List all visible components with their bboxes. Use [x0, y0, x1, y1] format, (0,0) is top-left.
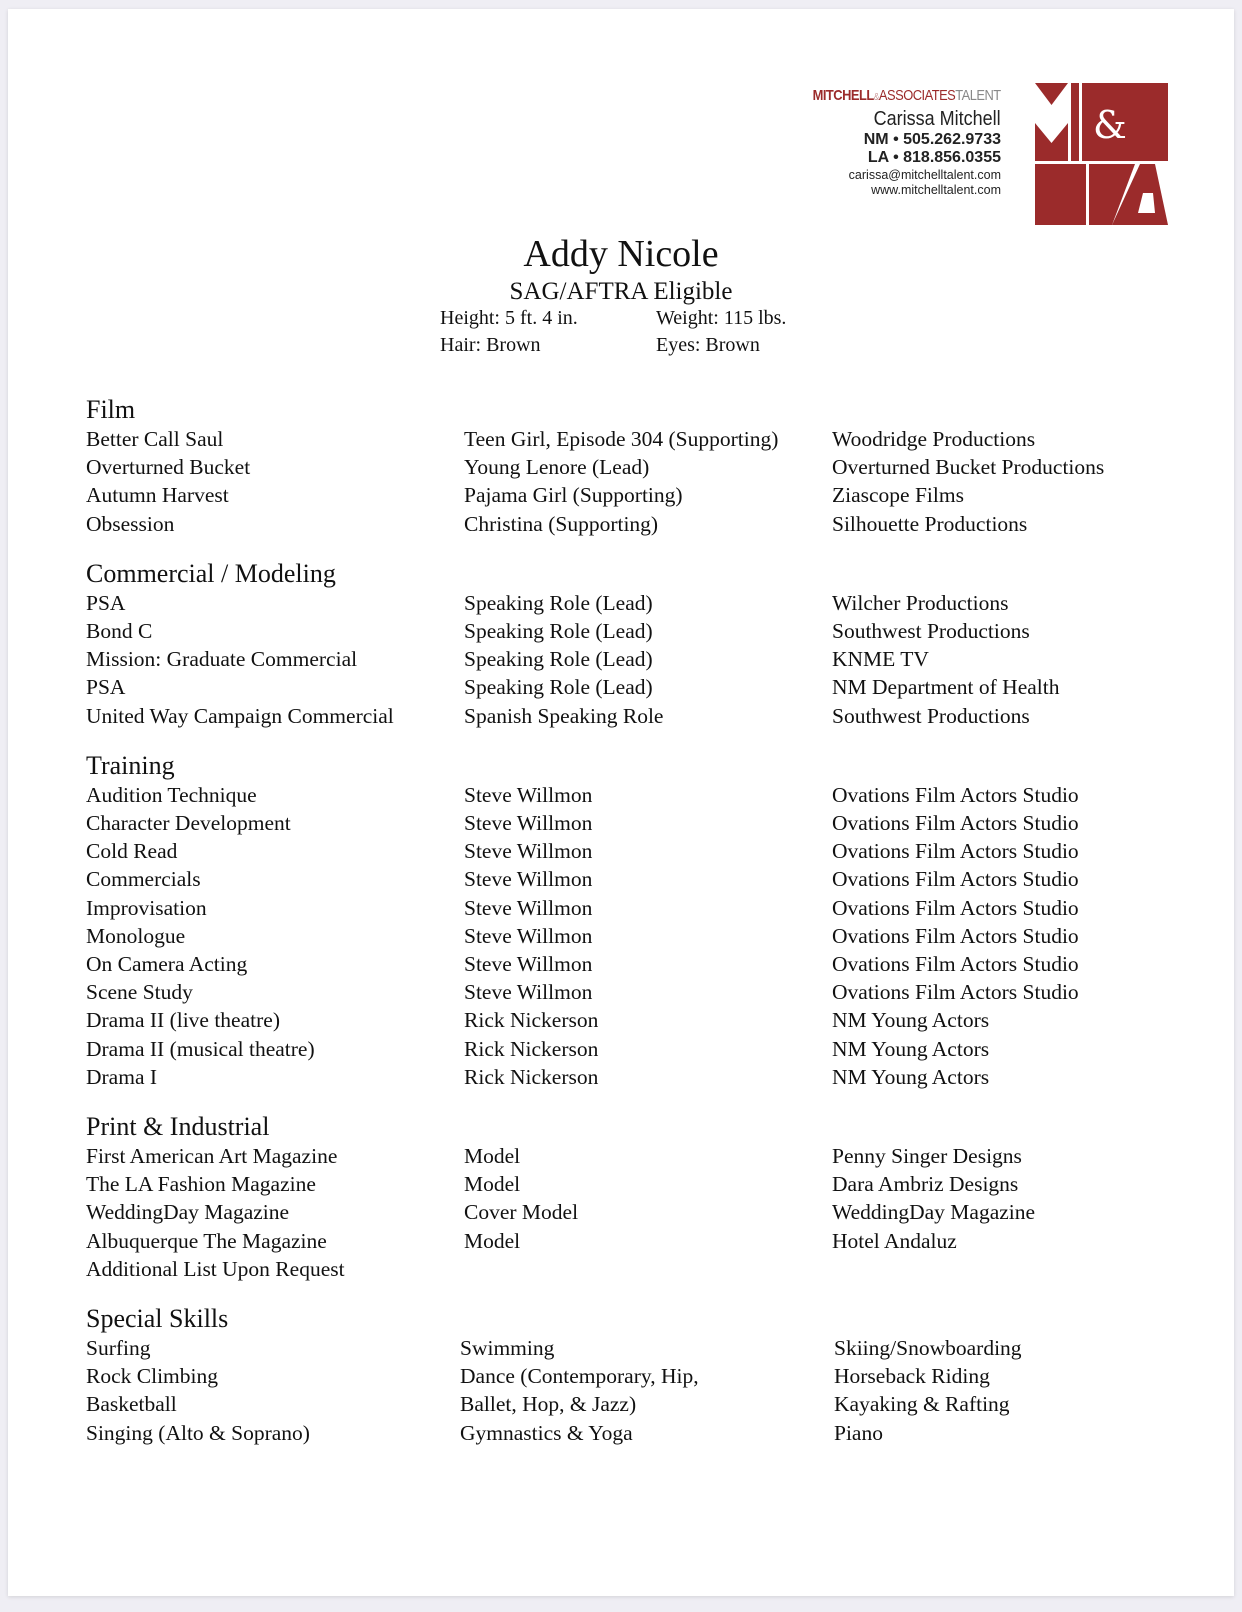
training-instructor: Steve Willmon [464, 980, 593, 1005]
credit-role: Speaking Role (Lead) [464, 675, 653, 700]
agency-brand [813, 88, 1001, 105]
eyes-stat: Eyes: Brown [656, 334, 760, 356]
skill-item: Kayaking & Rafting [834, 1392, 1010, 1417]
credit-row [86, 453, 1206, 481]
section-title: Special Skills [86, 1304, 229, 1334]
credit-row [86, 673, 1206, 701]
skill-item: Piano [834, 1420, 883, 1445]
agency-contact-block [782, 88, 1001, 196]
training-instructor: Rick Nickerson [464, 1008, 599, 1033]
credit-company: Hotel Andaluz [832, 1228, 957, 1253]
training-course: On Camera Acting [86, 952, 248, 977]
skill-item: Rock Climbing [86, 1364, 218, 1389]
credit-row [86, 589, 1206, 617]
training-row [86, 1006, 1206, 1034]
training-school: NM Young Actors [832, 1036, 990, 1061]
m-and-a-logo-icon [1035, 83, 1168, 225]
agency-brand-mitchell: MITCHELL [812, 87, 875, 104]
union-status: SAG/AFTRA Eligible [509, 278, 733, 305]
training-course: Drama II (live theatre) [86, 1008, 280, 1033]
credit-note: Additional List Upon Request [86, 1256, 345, 1281]
agent-website: www.mitchelltalent.com [871, 182, 1001, 197]
training-course: Monologue [86, 923, 186, 948]
training-instructor: Steve Willmon [464, 952, 593, 977]
training-course: Cold Read [86, 839, 178, 864]
credit-role [464, 1255, 832, 1283]
training-school: Ovations Film Actors Studio [832, 980, 1079, 1005]
credit-company: Southwest Productions [832, 619, 1030, 644]
skill-item: Singing (Alto & Soprano) [86, 1420, 310, 1445]
agent-phone-la: LA • 818.856.0355 [867, 149, 1001, 166]
credit-role: Model [464, 1144, 521, 1169]
training-instructor: Steve Willmon [464, 839, 593, 864]
credit-company: Woodridge Productions [832, 427, 1036, 451]
training-row [86, 950, 1206, 978]
credit-company: Silhouette Productions [832, 511, 1028, 536]
training-instructor: Rick Nickerson [464, 1064, 599, 1089]
credit-role: Spanish Speaking Role [464, 703, 664, 728]
credit-row [86, 1227, 1206, 1255]
agency-brand-talent: TALENT [955, 87, 1001, 104]
height-stat: Height: 5 ft. 4 in. [440, 307, 578, 329]
credit-role: Christina (Supporting) [464, 511, 659, 536]
section-title: Training [86, 750, 175, 780]
training-row [86, 922, 1206, 950]
credit-role: Cover Model [464, 1200, 579, 1225]
credit-company: Ziascope Films [832, 483, 964, 508]
credit-company: Wilcher Productions [832, 590, 1009, 615]
credit-title: Obsession [86, 511, 175, 536]
agent-phone-nm: NM • 505.262.9733 [863, 131, 1001, 148]
credit-title: Mission: Graduate Commercial [86, 647, 358, 672]
skill-item: Skiing/Snowboarding [834, 1336, 1022, 1361]
credit-row [86, 1170, 1206, 1198]
credit-role: Young Lenore (Lead) [464, 455, 650, 480]
training-school: Ovations Film Actors Studio [832, 867, 1079, 892]
section-title: Print & Industrial [86, 1112, 270, 1142]
training-instructor: Rick Nickerson [464, 1036, 599, 1061]
weight-stat: Weight: 115 lbs. [656, 307, 787, 329]
training-school: Ovations Film Actors Studio [832, 782, 1079, 807]
credit-title: PSA [86, 590, 126, 615]
training-row [86, 865, 1206, 893]
section-print-industrial [86, 1112, 1206, 1283]
section-title: Commercial / Modeling [86, 558, 336, 588]
training-row [86, 837, 1206, 865]
credit-role: Pajama Girl (Supporting) [464, 483, 683, 508]
training-school: Ovations Film Actors Studio [832, 811, 1079, 836]
training-school: Ovations Film Actors Studio [832, 839, 1079, 864]
credit-title: Bond C [86, 619, 153, 644]
section-film [86, 395, 1206, 538]
credit-row [86, 481, 1206, 509]
agency-brand-associates: ASSOCIATES [879, 87, 956, 104]
training-row [86, 894, 1206, 922]
skill-item: Horseback Riding [834, 1364, 990, 1389]
credit-title: Autumn Harvest [86, 483, 229, 508]
credit-role: Model [464, 1228, 521, 1253]
training-school: Ovations Film Actors Studio [832, 895, 1079, 920]
credit-company: KNME TV [832, 647, 929, 672]
skill-item: Swimming [460, 1336, 555, 1361]
credit-company: Dara Ambriz Designs [832, 1172, 1019, 1197]
training-row [86, 809, 1206, 837]
credit-title: Better Call Saul [86, 427, 224, 451]
skills-row [86, 1362, 1206, 1390]
training-instructor: Steve Willmon [464, 923, 593, 948]
skills-row [86, 1390, 1206, 1418]
credit-company: Penny Singer Designs [832, 1144, 1022, 1169]
skills-row [86, 1419, 1206, 1447]
training-course: Character Development [86, 811, 291, 836]
skill-item: Dance (Contemporary, Hip, [460, 1364, 699, 1389]
section-commercial-modeling [86, 559, 1206, 730]
section-title: Film [86, 395, 136, 424]
section-training [86, 751, 1206, 1091]
actor-name: Addy Nicole [523, 233, 719, 275]
training-instructor: Steve Willmon [464, 895, 593, 920]
agent-name: Carissa Mitchell [873, 108, 1001, 130]
training-course: Drama I [86, 1064, 158, 1089]
credit-row [86, 1198, 1206, 1226]
credit-title: First American Art Magazine [86, 1144, 338, 1169]
training-course: Commercials [86, 867, 201, 892]
credit-company: NM Department of Health [832, 675, 1060, 700]
credit-title: PSA [86, 675, 126, 700]
training-instructor: Steve Willmon [464, 811, 593, 836]
resume-header [8, 232, 1234, 306]
credit-title: Albuquerque The Magazine [86, 1228, 327, 1253]
agency-brand-amp: & [874, 92, 880, 103]
credit-role: Speaking Role (Lead) [464, 647, 653, 672]
training-row [86, 1063, 1206, 1091]
svg-text:&: & [1093, 103, 1127, 147]
physical-stats [440, 305, 786, 359]
credit-title: WeddingDay Magazine [86, 1200, 290, 1225]
credit-title: United Way Campaign Commercial [86, 703, 394, 728]
credit-row [86, 1142, 1206, 1170]
training-row [86, 978, 1206, 1006]
skill-item: Ballet, Hop, & Jazz) [460, 1392, 637, 1417]
training-course: Scene Study [86, 980, 193, 1005]
credit-row [86, 702, 1206, 730]
credit-row [86, 425, 1206, 453]
hair-stat: Hair: Brown [440, 334, 541, 356]
training-course: Improvisation [86, 895, 207, 920]
credit-role: Speaking Role (Lead) [464, 619, 653, 644]
training-course: Drama II (musical theatre) [86, 1036, 315, 1061]
training-row [86, 1035, 1206, 1063]
credit-row [86, 1255, 1206, 1283]
credit-company: Southwest Productions [832, 703, 1030, 728]
credit-company: WeddingDay Magazine [832, 1200, 1036, 1225]
training-school: NM Young Actors [832, 1008, 990, 1033]
training-school: NM Young Actors [832, 1064, 990, 1089]
credit-row [86, 617, 1206, 645]
resume-sections [86, 395, 1206, 1468]
credit-row [86, 645, 1206, 673]
skill-item: Basketball [86, 1392, 177, 1417]
credit-company: Overturned Bucket Productions [832, 455, 1105, 480]
skill-item: Gymnastics & Yoga [460, 1420, 633, 1445]
training-school: Ovations Film Actors Studio [832, 952, 1079, 977]
credit-row [86, 510, 1206, 538]
skill-item: Surfing [86, 1336, 151, 1361]
credit-role: Teen Girl, Episode 304 (Supporting) [464, 427, 779, 451]
credit-role: Speaking Role (Lead) [464, 590, 653, 615]
training-row [86, 781, 1206, 809]
training-school: Ovations Film Actors Studio [832, 923, 1079, 948]
credit-title: Overturned Bucket [86, 455, 251, 480]
resume-page [8, 9, 1234, 1596]
skills-row [86, 1334, 1206, 1362]
training-instructor: Steve Willmon [464, 867, 593, 892]
credit-role: Model [464, 1172, 521, 1197]
section-special-skills [86, 1304, 1206, 1447]
training-instructor: Steve Willmon [464, 782, 593, 807]
training-course: Audition Technique [86, 782, 257, 807]
agent-email: carissa@mitchelltalent.com [848, 168, 1001, 182]
credit-title: The LA Fashion Magazine [86, 1172, 316, 1197]
